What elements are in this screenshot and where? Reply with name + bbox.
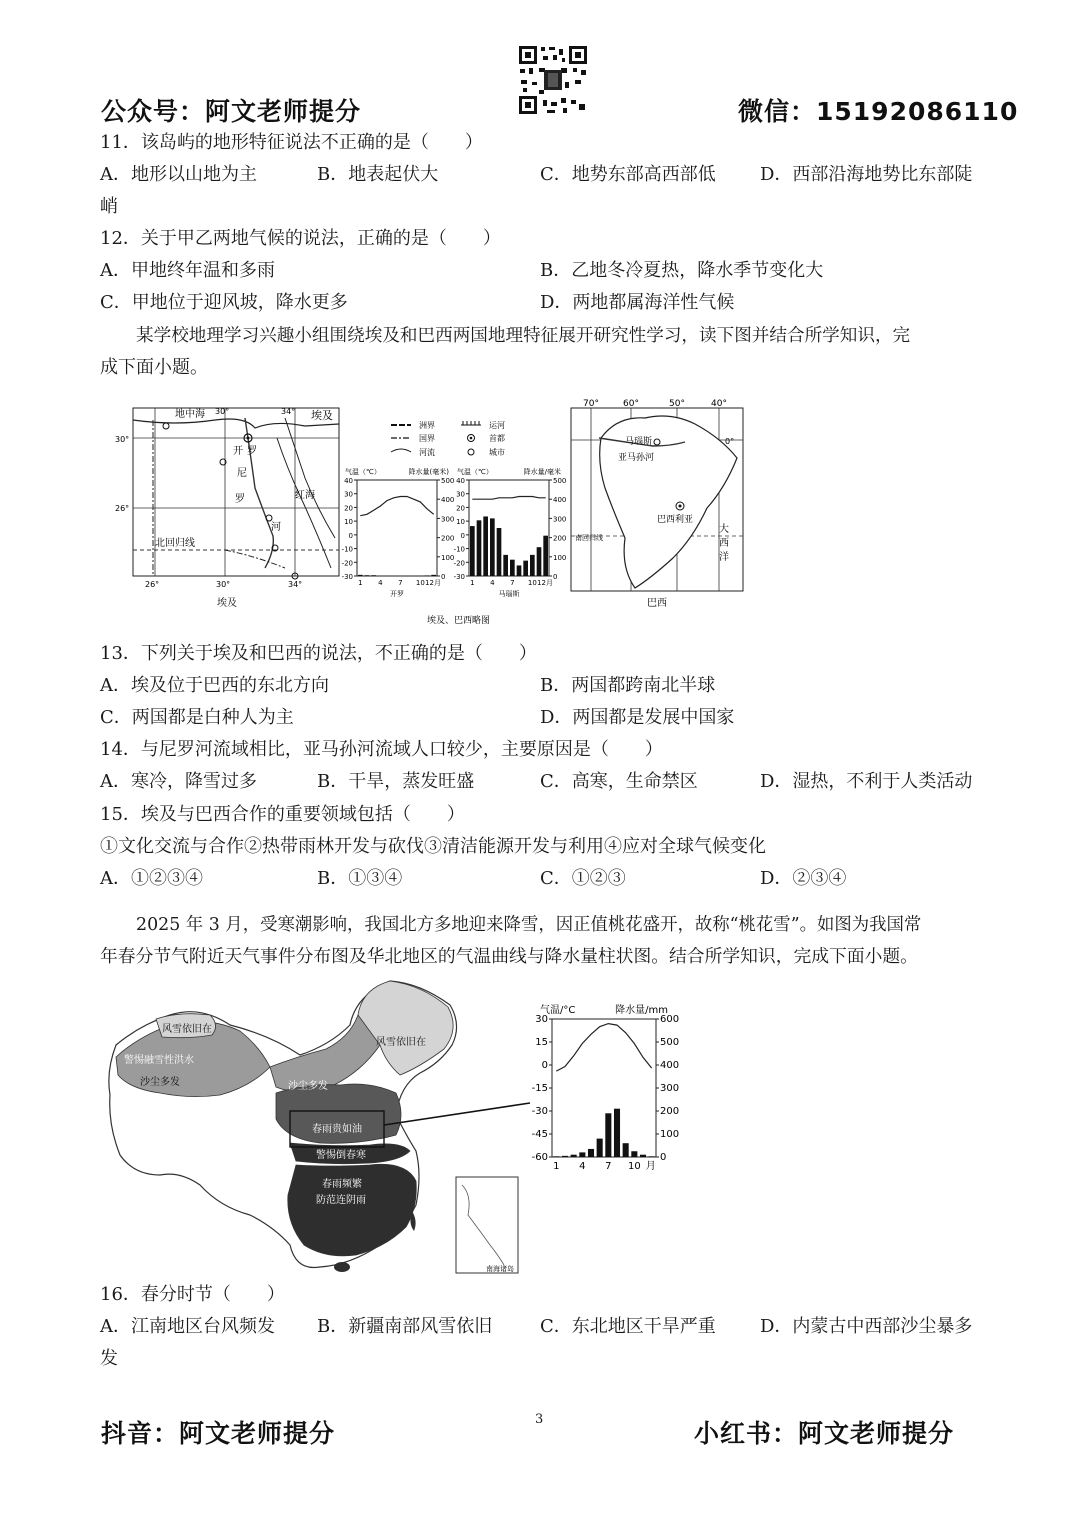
label-inset: 南海诸岛 (486, 1265, 514, 1273)
north-china-precip-bar (562, 1156, 568, 1157)
q14-stem: 14．与尼罗河流域相比，亚马孙河流域人口较少，主要原因是（ ） (100, 739, 663, 760)
manaus-month-label: 7 (510, 579, 515, 587)
cairo-temp-tick-label: -30 (341, 573, 353, 581)
north-china-precip-bar (597, 1139, 603, 1157)
manaus-temp-tick-label: 40 (456, 477, 465, 485)
figure1-caption: 埃及、巴西略图 (427, 616, 491, 626)
north-china-precip-bar (579, 1152, 585, 1157)
cairo-precip-tick-label: 200 (441, 534, 455, 543)
manaus-month-label: 10 (527, 579, 537, 587)
climate-chart-north-china (532, 1003, 679, 1172)
manaus-precip-bar (510, 560, 515, 576)
north-china-precip-bar (623, 1143, 629, 1157)
q15-option-b: B．①③④ (317, 868, 403, 889)
label-lat26: 26° (115, 504, 130, 513)
cairo-precip-bar (365, 575, 370, 576)
cairo-temp-tick-label: 30 (344, 490, 353, 499)
legend-canal: 运河 (489, 421, 505, 430)
label-cairo-1: 开 (233, 446, 243, 457)
label-atlantic-1: 大 (719, 524, 729, 535)
q16-option-b: B．新疆南部风雪依旧 (317, 1316, 493, 1337)
climate-chart-manaus (454, 467, 567, 598)
manaus-precip-bar (537, 547, 542, 576)
q13-option-a: A．埃及位于巴西的东北方向 (100, 675, 329, 696)
label-atlantic-2: 西 (719, 538, 729, 549)
north-china-precip-bar (631, 1151, 637, 1157)
cairo-frame (357, 480, 437, 576)
north-china-temp-tick-label: 30 (535, 1014, 548, 1025)
north-china-temp-tick-label: -30 (531, 1106, 548, 1117)
manaus-precip-bar (483, 516, 488, 576)
q11-option-a: A．地形以山地为主 (100, 164, 257, 185)
cairo-month-label: 4 (378, 579, 383, 587)
q12-option-b: B．乙地冬冷夏热，降水季节变化大 (540, 260, 824, 281)
cairo-precip-tick-label: 100 (441, 553, 455, 562)
label-brasilia: 巴西利亚 (657, 515, 694, 525)
q11-option-c: C．地势东部高西部低 (540, 164, 716, 185)
q12-option-d: D．两地都属海洋性气候 (540, 292, 735, 313)
manaus-precip-bar (517, 565, 522, 576)
north-china-temp-tick-label: -60 (531, 1152, 548, 1163)
north-china-precip-tick-label: 300 (660, 1083, 680, 1094)
manaus-precip-bar (530, 555, 535, 576)
brazil-map (571, 399, 743, 609)
north-china-precip-bar (649, 1156, 655, 1157)
intro-1-line2: 成下面小题。 (100, 357, 208, 378)
manaus-temp-tick-label: 0 (460, 531, 465, 540)
manaus-precip-tick-label: 400 (553, 496, 567, 505)
header-right: 微信：15192086110 (738, 97, 1019, 126)
label-tropic-capricorn: 南回归线 (575, 534, 603, 542)
cairo-month-label: 7 (398, 579, 403, 587)
north-china-month-label: 1 (553, 1161, 560, 1172)
figure-china-weather (100, 975, 690, 1280)
intro-1-line1: 某学校地理学习兴趣小组围绕埃及和巴西两国地理特征展开研究性学习，读下图并结合所学知识，完 (136, 326, 911, 346)
north-china-precip-tick-label: 100 (660, 1129, 680, 1140)
manaus-temp-tick-label: -20 (453, 559, 465, 568)
north-china-precip-tick-label: 200 (660, 1106, 680, 1117)
north-china-precip-tick-label: 0 (660, 1152, 667, 1163)
q14-option-d: D．湿热，不利于人类活动 (760, 771, 973, 792)
label-egypt-country: 埃及 (311, 409, 333, 422)
north-china-month-label: 10 (627, 1161, 641, 1172)
qr-code (517, 44, 589, 116)
manaus-precip-tick-label: 500 (553, 477, 567, 485)
manaus-precip-axis-title: 降水量/毫米 (523, 468, 561, 476)
manaus-title: 马瑙斯 (498, 590, 520, 598)
label-xinjiang-flood: 警惕融雪性洪水 (124, 1055, 194, 1066)
manaus-precip-tick-label: 0 (553, 573, 558, 581)
map-legend (391, 420, 505, 457)
q16-option-a: A．江南地区台风频发 (100, 1316, 275, 1337)
north-china-precip-tick-label: 400 (660, 1060, 680, 1071)
q11-option-b: B．地表起伏大 (317, 164, 439, 185)
legend-capital: 首都 (489, 434, 505, 443)
label-nile-2: 罗 (235, 494, 245, 505)
cairo-month-label: 1 (358, 579, 363, 587)
q13-stem: 13．下列关于埃及和巴西的说法，不正确的是（ ） (100, 643, 537, 664)
cairo-precip-tick-label: 400 (441, 496, 455, 505)
q13-option-c: C．两国都是白种人为主 (100, 707, 294, 728)
q16-option-d: D．内蒙古中西部沙尘暴多 (760, 1316, 973, 1337)
q15-option-d: D．②③④ (760, 868, 847, 889)
label-lon30: 30° (216, 580, 231, 589)
label-lon40: 40° (711, 399, 727, 409)
north-china-precip-bar (571, 1155, 577, 1157)
label-xinjiang-dust: 沙尘多发 (140, 1077, 180, 1088)
q14-option-b: B．干旱，蒸发旺盛 (317, 771, 475, 792)
manaus-precip-bar (477, 520, 482, 576)
figure-egypt-brazil (105, 398, 745, 626)
cairo-precip-tick-label: 0 (441, 573, 446, 581)
cairo-temp-tick-label: 0 (348, 531, 353, 540)
cairo-temp-axis-title: 气温（℃） (345, 468, 381, 476)
cairo-precip-bar (358, 575, 363, 576)
label-lon60: 60° (623, 399, 639, 409)
q15-option-a: A．①②③④ (100, 868, 203, 889)
q12-option-c: C．甲地位于迎风坡，降水更多 (100, 292, 348, 313)
manaus-temp-tick-label: -30 (453, 573, 465, 581)
manaus-temp-tick-label: 10 (456, 518, 465, 527)
manaus-precip-bar (523, 561, 528, 576)
label-south-1: 春雨频繁 (322, 1179, 362, 1190)
brazil-caption: 巴西 (647, 598, 667, 609)
cairo-temp-tick-label: 10 (344, 518, 353, 527)
cairo-title: 开罗 (390, 590, 404, 598)
manaus-month-label: 4 (490, 579, 495, 587)
cairo-precip-tick-label: 500 (441, 477, 455, 485)
page-number: 3 (535, 1412, 544, 1427)
q11-option-d: D．西部沿海地势比东部陡 (760, 164, 973, 185)
label-atlantic-3: 洋 (719, 552, 729, 563)
cairo-precip-bar (425, 575, 430, 576)
q11-option-d-cont: 峭 (100, 196, 118, 217)
north-china-month-label: 月 (645, 1161, 656, 1172)
label-lon70: 70° (583, 399, 599, 409)
q13-option-b: B．两国都跨南北半球 (540, 675, 716, 696)
north-china-precip-bar (553, 1156, 559, 1157)
label-red-sea: 红海 (295, 490, 315, 501)
north-china-temp-tick-label: -45 (531, 1129, 548, 1140)
label-manaus: 马瑙斯 (625, 437, 653, 447)
label-south-2: 防范连阴雨 (316, 1195, 366, 1206)
cairo-temp-tick-label: -10 (341, 545, 353, 554)
manaus-temp-tick-label: 20 (456, 504, 465, 513)
label-nile-1: 尼 (237, 468, 247, 479)
north-china-temp-axis-title: 气温/°C (540, 1005, 576, 1016)
q11-stem: 11．该岛屿的地形特征说法不正确的是（ ） (100, 132, 483, 153)
q14-option-c: C．高寒，生命禁区 (540, 771, 698, 792)
north-china-temp-tick-label: 15 (535, 1037, 548, 1048)
manaus-precip-bar (543, 536, 548, 576)
label-amazon: 亚马孙河 (618, 453, 655, 463)
north-china-temp-tick-label: -15 (531, 1083, 548, 1094)
manaus-temp-tick-label: -10 (453, 545, 465, 554)
cairo-temp-tick-label: 20 (344, 504, 353, 513)
label-cairo-2: 罗 (247, 446, 257, 457)
q15-option-c: C．①②③ (540, 868, 626, 889)
cairo-precip-bar (431, 575, 436, 576)
cairo-temp-tick-label: 40 (344, 477, 353, 485)
north-china-precip-tick-label: 600 (660, 1014, 680, 1025)
manaus-temp-axis-title: 气温（℃） (457, 468, 493, 476)
north-china-temp-tick-label: 0 (541, 1060, 548, 1071)
cairo-precip-axis-title: 降水量(毫米) (408, 468, 449, 476)
manaus-precip-bar (490, 518, 495, 576)
q12-stem: 12．关于甲乙两地气候的说法，正确的是（ ） (100, 228, 501, 249)
egypt-caption: 埃及 (217, 598, 237, 609)
label-inner-mongolia: 沙尘多发 (288, 1081, 328, 1092)
manaus-month-label: 1 (470, 579, 475, 587)
label-tropic-cancer: 北回归线 (155, 538, 195, 549)
label-xinjiang-north: 风雪依旧在 (162, 1024, 212, 1035)
label-top34: 34° (281, 407, 296, 416)
q15-stem: 15．埃及与巴西合作的重要领域包括（ ） (100, 804, 465, 825)
label-northeast: 风雪依旧在 (376, 1037, 426, 1048)
footer-left: 抖音：阿文老师提分 (101, 1419, 336, 1448)
egypt-map (115, 407, 339, 609)
label-north-china: 春雨贵如油 (312, 1124, 362, 1135)
legend-river: 河流 (419, 448, 435, 457)
legend-national: 国界 (419, 434, 435, 443)
cairo-month-label: 12月 (425, 579, 441, 587)
manaus-precip-tick-label: 100 (553, 553, 567, 562)
north-china-precip-bar (588, 1149, 594, 1157)
label-lat30: 30° (115, 435, 130, 444)
china-map (109, 981, 530, 1273)
manaus-precip-tick-label: 300 (553, 515, 567, 524)
q16-stem: 16．春分时节（ ） (100, 1284, 285, 1305)
north-china-precip-bar (640, 1155, 646, 1157)
cairo-temp-tick-label: -20 (341, 559, 353, 568)
north-china-precip-tick-label: 500 (660, 1037, 680, 1048)
legend-city: 城市 (489, 448, 505, 457)
label-equator: 0° (725, 437, 735, 446)
label-lon50: 50° (669, 399, 685, 409)
q15-items: ①文化交流与合作②热带雨林开发与砍伐③清洁能源开发与利用④应对全球气候变化 (100, 836, 766, 857)
cairo-precip-bar (371, 575, 376, 576)
intro-2-line1: 2025 年 3 月，受寒潮影响，我国北方多地迎来降雪，因正值桃花盛开，故称“桃花雪”。如图为我国常 (136, 915, 922, 935)
label-lon34: 34° (288, 580, 303, 589)
climate-chart-cairo (342, 467, 455, 598)
q16-option-c: C．东北地区干旱严重 (540, 1316, 716, 1337)
manaus-precip-bar (470, 526, 475, 576)
manaus-month-label: 12月 (537, 579, 553, 587)
label-huai: 警惕倒春寒 (316, 1150, 366, 1161)
header-left: 公众号：阿文老师提分 (101, 97, 362, 126)
north-china-precip-bar (614, 1109, 620, 1157)
cairo-month-label: 10 (415, 579, 425, 587)
intro-2-line2: 年春分节气附近天气事件分布图及华北地区的气温曲线与降水量柱状图。结合所学知识，完成下面小题。 (100, 946, 918, 967)
north-china-month-label: 7 (605, 1161, 612, 1172)
manaus-precip-tick-label: 200 (553, 534, 567, 543)
footer-right: 小红书：阿文老师提分 (694, 1419, 955, 1448)
north-china-precip-axis-title: 降水量/mm (615, 1005, 668, 1016)
label-top30: 30° (215, 407, 230, 416)
north-china-frame (552, 1019, 656, 1157)
q14-option-a: A．寒冷，降雪过多 (100, 771, 257, 792)
q13-option-d: D．两国都是发展中国家 (540, 707, 735, 728)
cairo-precip-tick-label: 300 (441, 515, 455, 524)
q16-option-d-cont: 发 (100, 1348, 118, 1369)
manaus-precip-bar (503, 555, 508, 576)
north-china-precip-bar (605, 1113, 611, 1157)
manaus-precip-bar (497, 528, 502, 576)
label-nile-3: 河 (271, 522, 281, 533)
north-china-month-label: 4 (579, 1161, 586, 1172)
label-lon26: 26° (145, 580, 160, 589)
legend-border: 洲界 (419, 421, 435, 430)
manaus-temp-tick-label: 30 (456, 490, 465, 499)
q12-option-a: A．甲地终年温和多雨 (100, 260, 275, 281)
label-mediterranean: 地中海 (175, 409, 205, 420)
